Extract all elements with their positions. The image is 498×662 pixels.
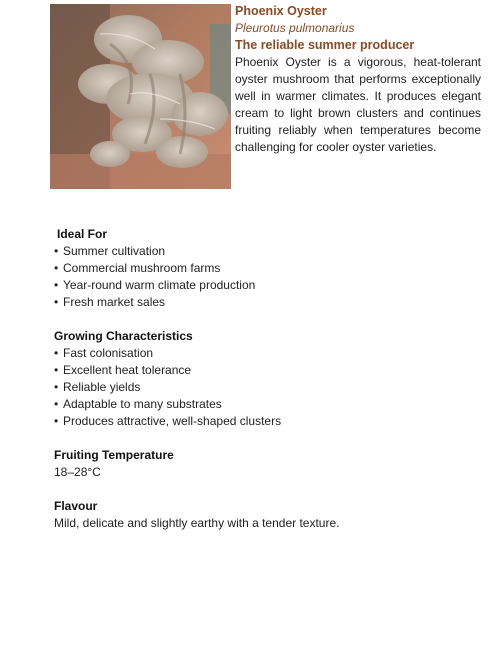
list-item: • Reliable yields (54, 379, 474, 396)
list-item: • Fresh market sales (54, 294, 474, 311)
ideal-for-list (54, 243, 474, 311)
fruiting-temperature-value: 18–28°C (54, 465, 101, 479)
growing-characteristics-section (54, 328, 474, 430)
list-item: • Commercial mushroom farms (54, 260, 474, 277)
list-item: • Summer cultivation (54, 243, 474, 260)
flavour-text: Mild, delicate and slightly earthy with a tender texture. (54, 516, 340, 530)
list-item: • Adaptable to many substrates (54, 396, 474, 413)
list-item: • Excellent heat tolerance (54, 362, 474, 379)
growing-characteristics-heading: Growing Characteristics (54, 329, 193, 343)
list-item: • Fast colonisation (54, 345, 474, 362)
mushroom-photo (50, 4, 231, 189)
fruiting-temperature-section (54, 447, 474, 481)
product-latin-name: Pleurotus pulmonarius (235, 21, 355, 35)
ideal-for-heading: Ideal For (57, 227, 108, 241)
list-item: • Year-round warm climate production (54, 277, 474, 294)
ideal-for-section (54, 226, 474, 311)
product-name: Phoenix Oyster (235, 4, 327, 18)
fruiting-temperature-heading: Fruiting Temperature (54, 448, 174, 462)
product-tagline: The reliable summer producer (235, 38, 415, 52)
growing-characteristics-list (54, 345, 474, 430)
flavour-section (54, 498, 474, 532)
list-item: • Produces attractive, well-shaped clusters (54, 413, 474, 430)
product-description: Phoenix Oyster is a vigorous, heat-tolerant oyster mushroom that performs exceptionally well in warmer climates. It produces elegant cream to light brown clusters and continues fruiting reliably when temperatures become challenging for cooler oyster varieties. (235, 55, 481, 154)
flavour-heading: Flavour (54, 499, 98, 513)
product-intro (235, 3, 481, 156)
